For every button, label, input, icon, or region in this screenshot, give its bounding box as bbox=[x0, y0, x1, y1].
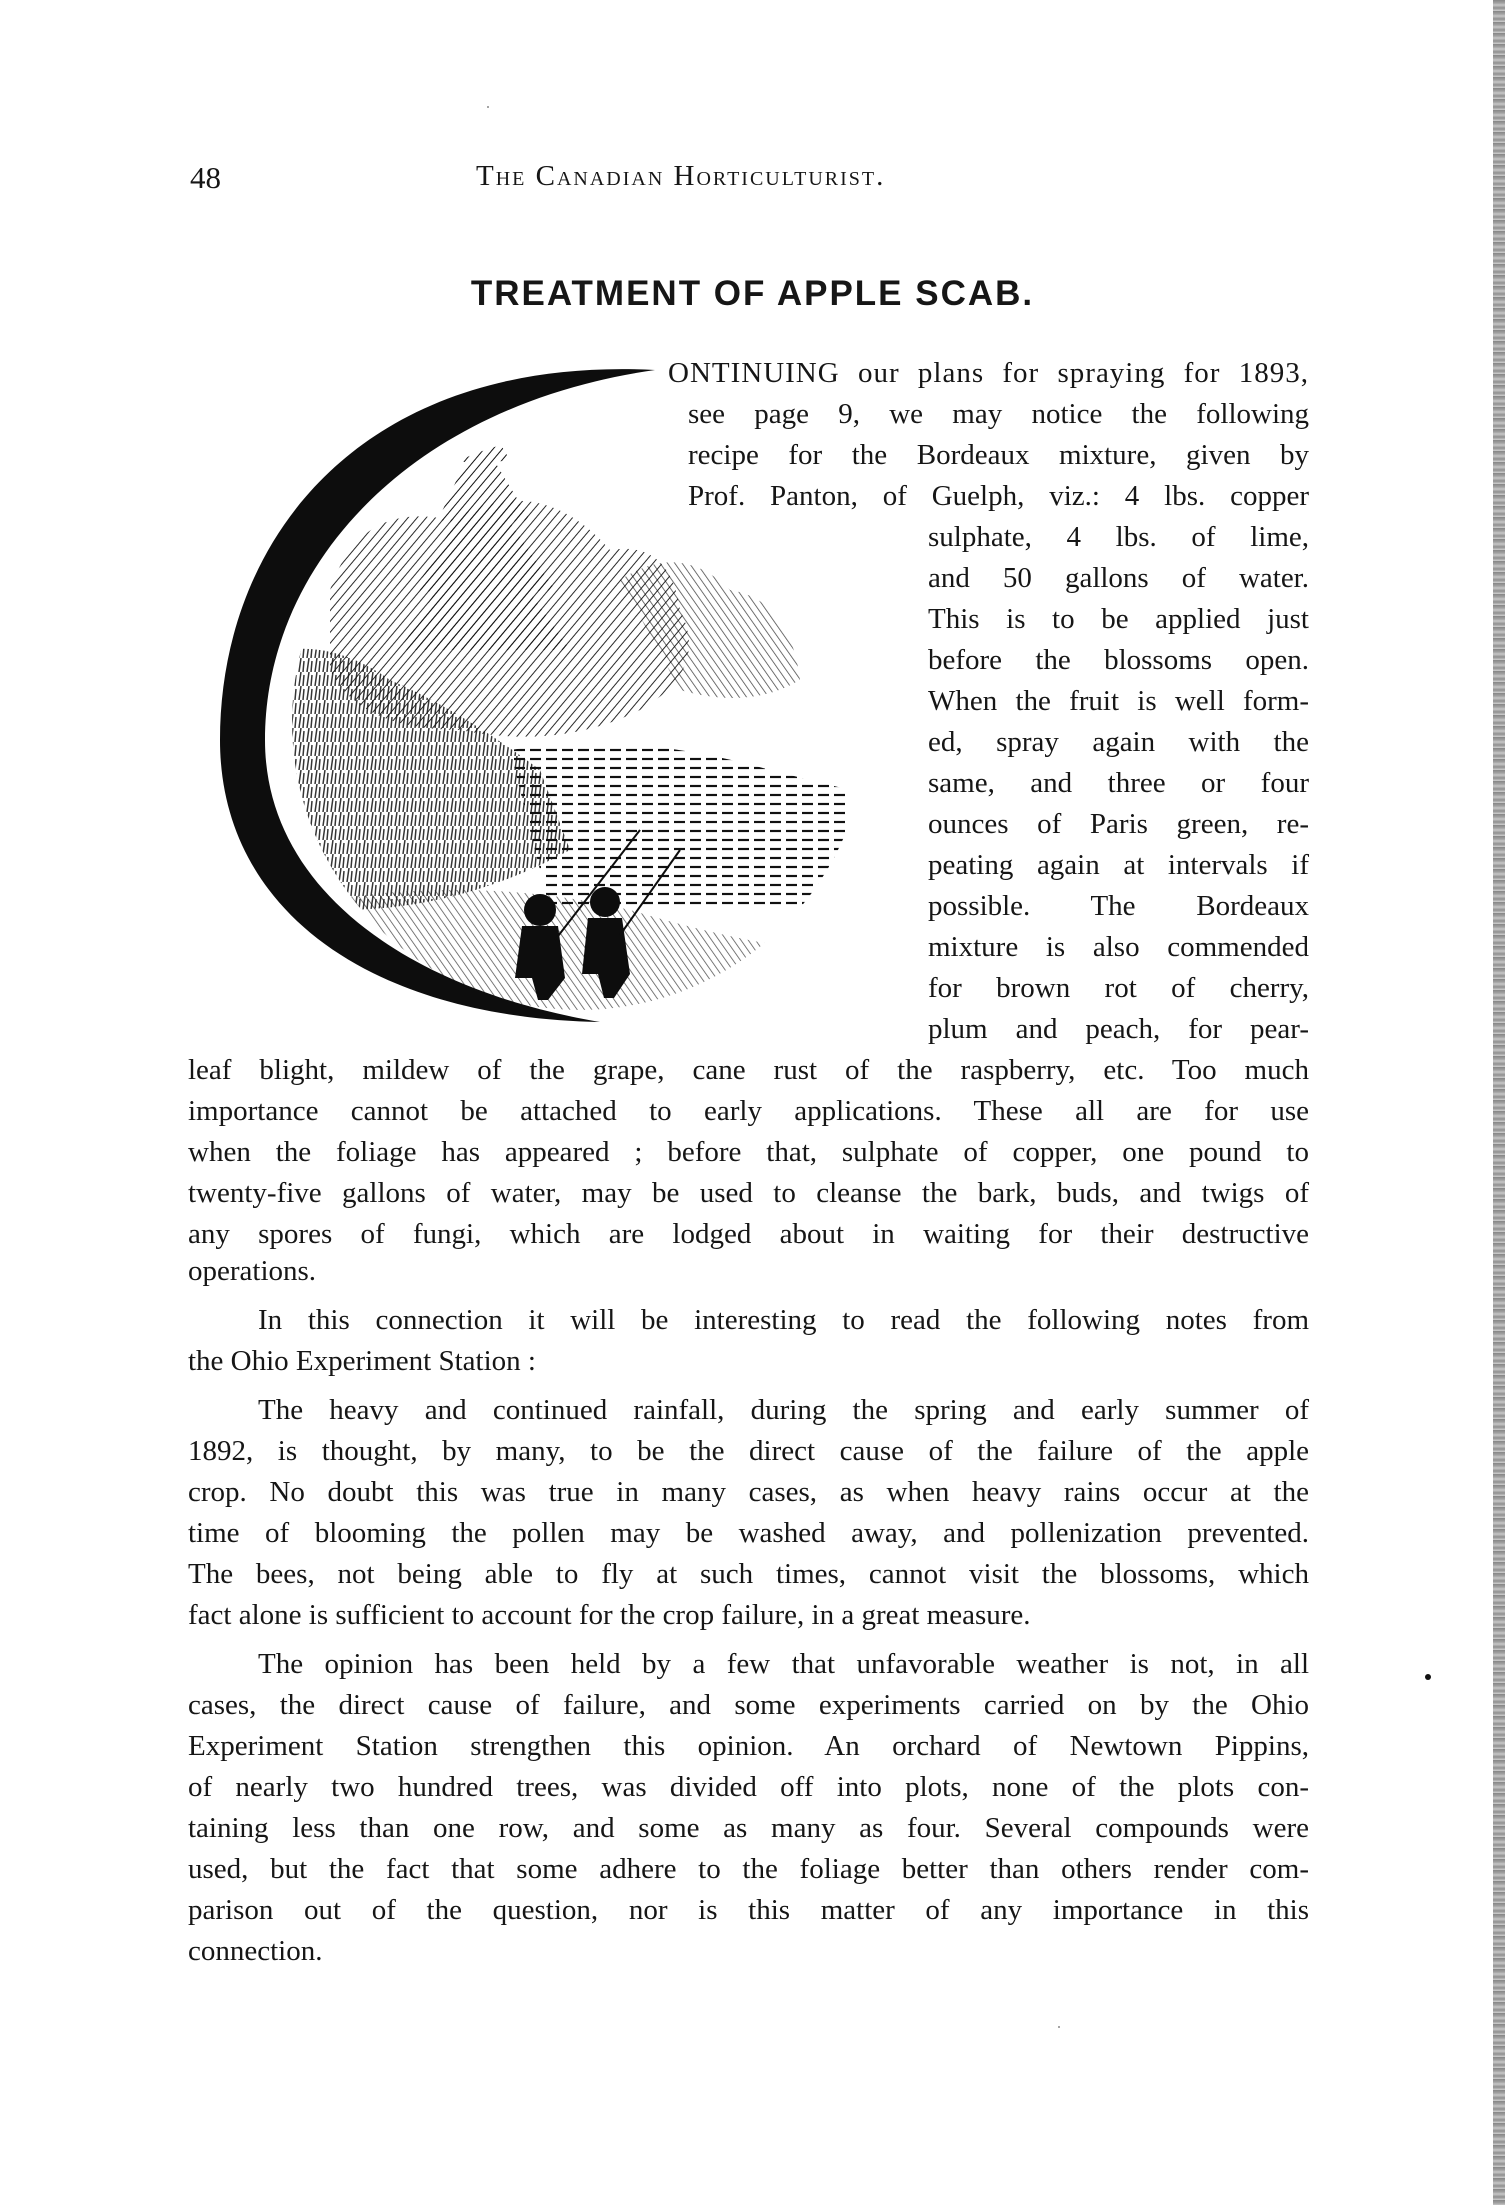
text-line: any spores of fungi, which are lodged about in waiting for their destructive bbox=[188, 1218, 1309, 1250]
text-line: Experiment Station strengthen this opinion. An orchard of Newtown Pippins, bbox=[188, 1730, 1309, 1762]
text-line: operations. bbox=[188, 1255, 317, 1287]
scan-speck bbox=[1058, 2026, 1060, 2028]
text-line: plum and peach, for pear- bbox=[928, 1013, 1309, 1045]
text-line: The heavy and continued rainfall, during the spring and early summer of bbox=[258, 1394, 1309, 1426]
text-line: parison out of the question, nor is this matter of any importance in this bbox=[188, 1894, 1309, 1926]
text-line: leaf blight, mildew of the grape, cane rust of the raspberry, etc. Too much bbox=[188, 1054, 1309, 1086]
text-line: crop. No doubt this was true in many cases, as when heavy rains occur at the bbox=[188, 1476, 1309, 1508]
text-line: of nearly two hundred trees, was divided off into plots, none of the plots con- bbox=[188, 1771, 1309, 1803]
text-line: time of blooming the pollen may be washed away, and pollenization prevented. bbox=[188, 1517, 1309, 1549]
scan-speck bbox=[487, 106, 489, 108]
text-line: possible. The Bordeaux bbox=[928, 890, 1309, 922]
text-line: before the blossoms open. bbox=[928, 644, 1309, 676]
text-line: The opinion has been held by a few that unfavorable weather is not, in all bbox=[258, 1648, 1309, 1680]
text-line: In this connection it will be interesting to read the following notes from bbox=[258, 1304, 1309, 1336]
text-line: Prof. Panton, of Guelph, viz.: 4 lbs. copper bbox=[688, 480, 1309, 512]
text-line: connection. bbox=[188, 1935, 323, 1967]
text-line: When the fruit is well form- bbox=[928, 685, 1309, 717]
text-line: importance cannot be attached to early applications. These all are for use bbox=[188, 1095, 1309, 1127]
text-line: ONTINUING our plans for spraying for 1893, bbox=[668, 357, 1309, 389]
text-line: ed, spray again with the bbox=[928, 726, 1309, 758]
article-title: TREATMENT OF APPLE SCAB. bbox=[470, 274, 1035, 313]
text-line: cases, the direct cause of failure, and some experiments carried on by the Ohio bbox=[188, 1689, 1309, 1721]
text-line: The bees, not being able to fly at such times, cannot visit the blossoms, which bbox=[188, 1558, 1309, 1590]
text-line: and 50 gallons of water. bbox=[928, 562, 1309, 594]
scan-speck bbox=[1425, 1674, 1431, 1680]
text-line: see page 9, we may notice the following bbox=[688, 398, 1309, 430]
text-line: This is to be applied just bbox=[928, 603, 1309, 635]
text-line: the Ohio Experiment Station : bbox=[188, 1345, 536, 1377]
text-line: taining less than one row, and some as many as four. Several compounds were bbox=[188, 1812, 1309, 1844]
text-line: ounces of Paris green, re- bbox=[928, 808, 1309, 840]
text-line: mixture is also commended bbox=[928, 931, 1309, 963]
page-binding-edge bbox=[1493, 0, 1505, 2205]
text-line: fact alone is sufficient to account for the crop failure, in a great measure. bbox=[188, 1599, 1031, 1631]
text-line: 1892, is thought, by many, to be the direct cause of the failure of the apple bbox=[188, 1435, 1309, 1467]
text-line: peating again at intervals if bbox=[928, 849, 1309, 881]
text-line: recipe for the Bordeaux mixture, given by bbox=[688, 439, 1309, 471]
text-line: same, and three or four bbox=[928, 767, 1309, 799]
running-title: The Canadian Horticulturist. bbox=[476, 160, 886, 192]
text-line: twenty-five gallons of water, may be used to cleanse the bark, buds, and twigs of bbox=[188, 1177, 1309, 1209]
text-line: for brown rot of cherry, bbox=[928, 972, 1309, 1004]
text-line: used, but the fact that some adhere to the foliage better than others render com- bbox=[188, 1853, 1309, 1885]
text-line: sulphate, 4 lbs. of lime, bbox=[928, 521, 1309, 553]
text-line: when the foliage has appeared ; before that, sulphate of copper, one pound to bbox=[188, 1136, 1309, 1168]
page-number: 48 bbox=[190, 160, 221, 195]
